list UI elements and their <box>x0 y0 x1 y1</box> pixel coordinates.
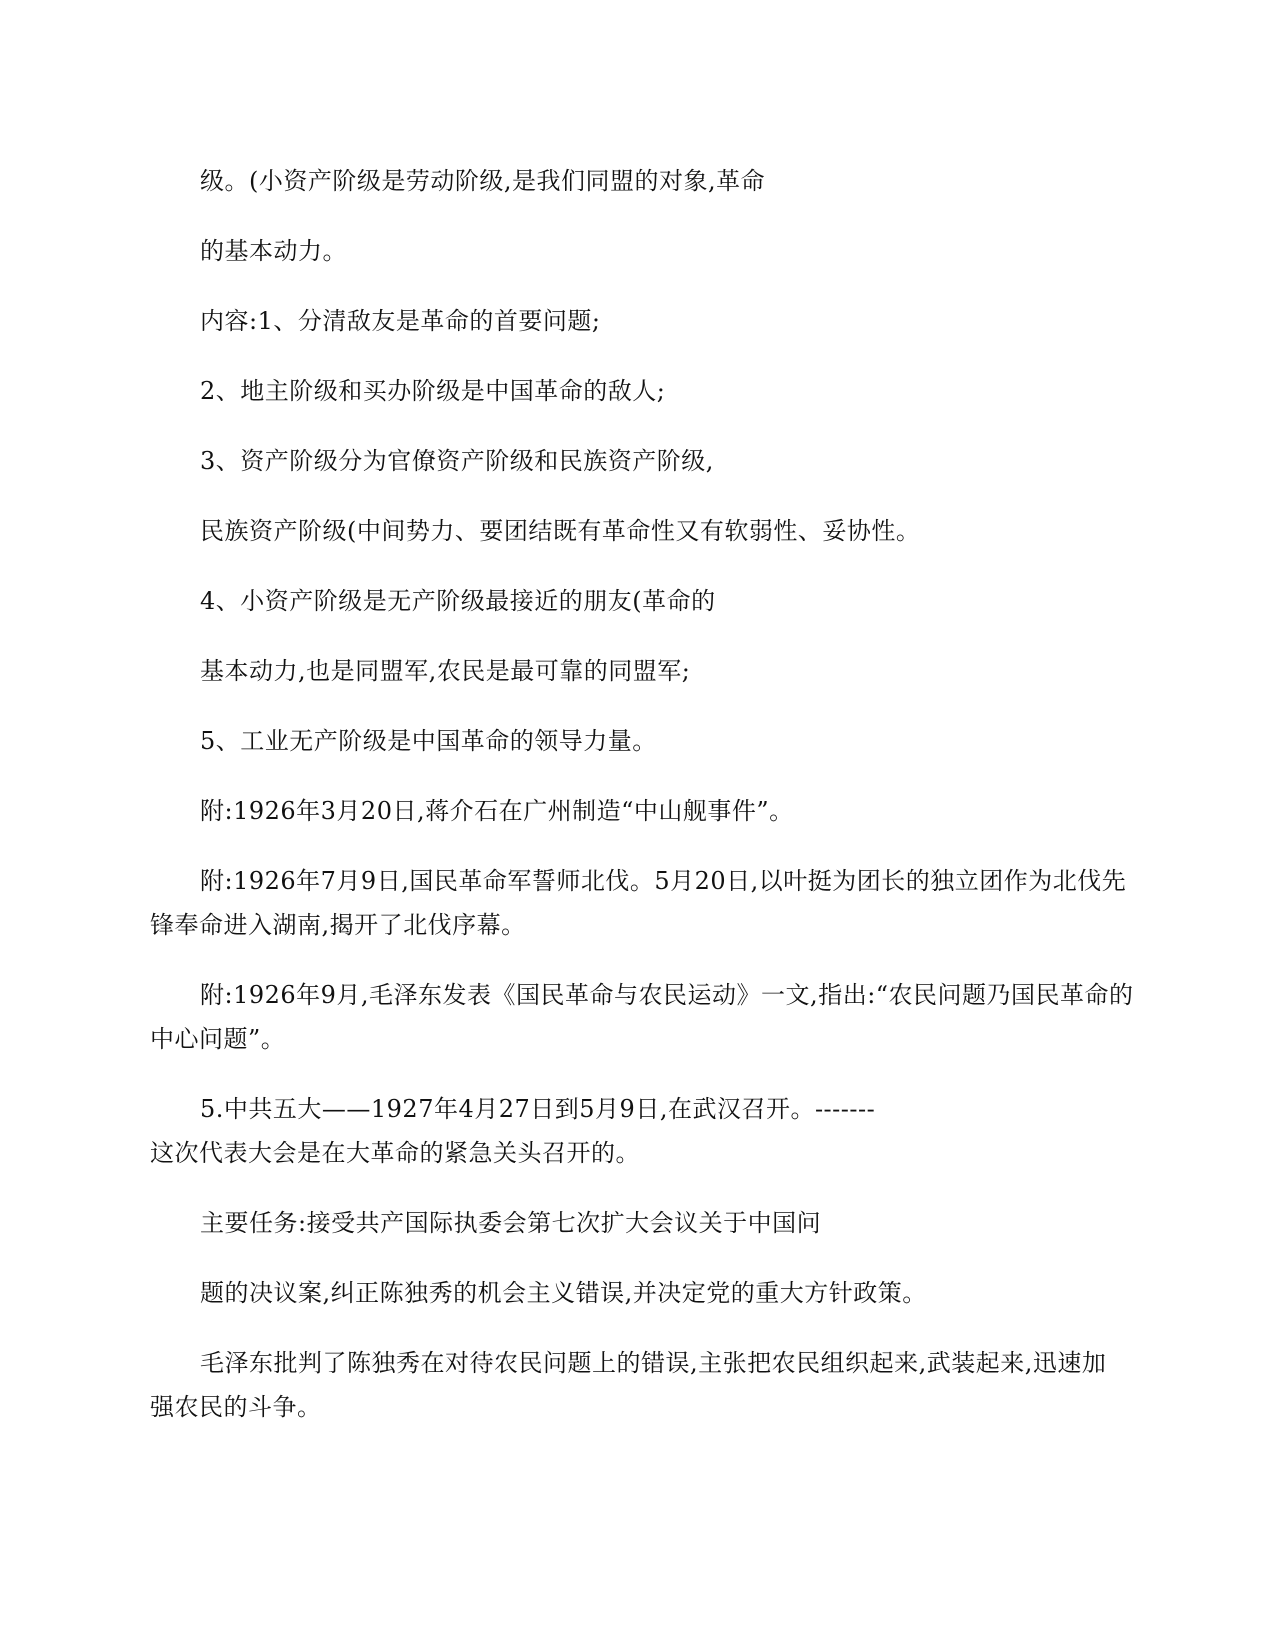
text-line-15: 5.中共五大——1927年4月27日到5月9日,在武汉召开。------- <box>200 1095 876 1123</box>
text-line-6: 民族资产阶级(中间势力、要团结既有革命性又有软弱性、妥协性。 <box>200 517 921 545</box>
text-line-1: 级。(小资产阶级是劳动阶级,是我们同盟的对象,革命 <box>200 167 766 195</box>
text-line-3: 内容:1、分清敌友是革命的首要问题; <box>200 307 601 335</box>
text-line-4: 2、地主阶级和买办阶级是中国革命的敌人; <box>200 377 666 405</box>
text-line-10: 附:1926年3月20日,蒋介石在广州制造“中山舰事件”。 <box>200 797 794 825</box>
text-line-5: 3、资产阶级分为官僚资产阶级和民族资产阶级, <box>200 447 714 475</box>
text-line-8: 基本动力,也是同盟军,农民是最可靠的同盟军; <box>200 657 691 685</box>
text-line-11: 附:1926年7月9日,国民革命军誓师北伐。5月20日,以叶挺为团长的独立团作为北伐先 <box>200 867 1127 895</box>
text-line-14: 中心问题”。 <box>150 1025 286 1053</box>
text-line-20: 强农民的斗争。 <box>150 1393 322 1421</box>
text-line-9: 5、工业无产阶级是中国革命的领导力量。 <box>200 727 657 755</box>
text-line-2: 的基本动力。 <box>200 237 347 265</box>
text-line-7: 4、小资产阶级是无产阶级最接近的朋友(革命的 <box>200 587 716 615</box>
text-line-17: 主要任务:接受共产国际执委会第七次扩大会议关于中国问 <box>200 1209 822 1237</box>
text-line-13: 附:1926年9月,毛泽东发表《国民革命与农民运动》一文,指出:“农民问题乃国民革命的 <box>200 981 1134 1009</box>
text-line-19: 毛泽东批判了陈独秀在对待农民问题上的错误,主张把农民组织起来,武装起来,迅速加 <box>200 1349 1107 1377</box>
text-line-12: 锋奉命进入湖南,揭开了北伐序幕。 <box>150 911 526 939</box>
text-line-16: 这次代表大会是在大革命的紧急关头召开的。 <box>150 1139 640 1167</box>
text-line-18: 题的决议案,纠正陈独秀的机会主义错误,并决定党的重大方针政策。 <box>200 1279 927 1307</box>
